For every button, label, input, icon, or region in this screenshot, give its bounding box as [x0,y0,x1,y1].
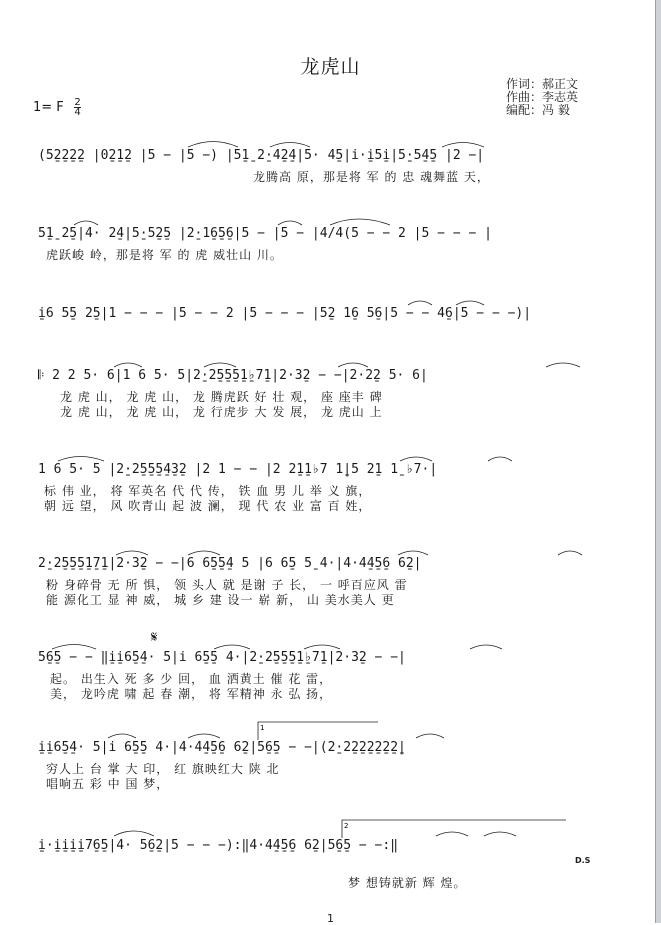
score-system-6 [38,556,586,607]
lyric-verse-1: 标 伟 业， 将 军英名 代 代 传， 铁 血 男 儿 举 义 旗， [44,484,372,498]
time-signature-top: 2 [74,97,81,108]
lyric-verse-1: 龙 虎 山， 龙 虎 山， 龙 腾虎跃 好 壮 观， 座 座丰 碑 [60,390,383,404]
lyric-verse-1: 虎跃峻 岭，那是将 军 的 虎 威壮山 川。 [46,248,283,262]
svg-text:2: 2 [344,822,349,830]
notation-line: 5̱6̱5 − − ‖i̱i̱6̱5̱4· 5|i 6̱5̱5 4·|2̱·2̱5̱5̱5̱1̱♭7̱1|2·3̱2 − −| [38,650,406,665]
lyric-verse-1: 梦 想铸就新 辉 煌。 [348,876,467,890]
lyric-verse-2: 唱响五 彩 中 国 梦， [46,777,170,791]
arranger-credit: 编配：冯 毅 [506,103,570,117]
score-system-2 [38,226,586,262]
score-system-9 [38,822,586,890]
credits-block [506,78,578,117]
lyric-verse-1: 粉 身碎骨 无 所 惧， 领 头人 就 是谢 子 长， 一 呼百应风 雷 [46,578,408,592]
time-signature-bottom: 4 [74,107,81,118]
dal-segno-mark: D.S [575,856,591,865]
score-system-8 [38,724,586,791]
lyric-verse-1: 龙腾高 原，那是将 军 的 忠 魂舞蓝 天， [253,170,490,184]
lyricist-credit: 作词：郝正文 [506,77,579,91]
lyric-verse-2: 朝 远 望， 风 吹青山 起 波 澜， 现 代 农 业 富 百 姓， [44,499,372,513]
notation-line: (5̱2̱2̱2̱2 |0̱2̱1̱2 |5 − |5 −) |5̱1̱ 2̱·4̱2̱4|5· 4̱5|i·i̱5̱i|5̱·5̱4̱5 |2 −| [38,148,485,163]
score-system-1 [38,148,586,184]
composer-credit: 作曲：李志英 [506,90,579,104]
lyric-verse-2: 龙 虎 山， 龙 虎 山， 龙 行虎步 大 发 展， 龙 虎山 上 [60,405,383,419]
notation-line: 2̱·2̱5̱5̱5̱1̱7̱1|2·3̱2 − −|6 6̱5̱5̱4 5 |6 6̱5 5̱ 4·|4·4̱4̱5̱6 6̱2| [38,556,422,571]
lyric-verse-2: 能 源化工 显 神 威， 城 乡 建 设一 崭 新， 山 美水美人 更 [46,593,395,607]
time-signature [74,98,81,117]
svg-text:1: 1 [260,724,265,732]
lyric-verse-1: 起。 出生入 死 多 少 回， 血 洒黄土 催 花 雷， [50,672,333,686]
score-system-4 [38,368,586,419]
score-system-3 [38,306,586,336]
notation-line: i̱·i̱i̱i̱i̱7̱6̱5|4· 5̱6̱2|5 − − −):‖4·4̱4̱5̱6 6̱2|5̱6̱5 − −:‖ [38,838,399,853]
lyric-verse-2: 美， 龙吟虎 啸 起 春 潮， 将 军精神 永 弘 扬， [50,687,333,701]
score-system-7 [38,650,586,701]
segno-sign: 𝄋 [151,628,158,646]
notation-line: 𝄆 2 2 5· 6|1 6 5· 5|2̱·2̱5̱5̱5̱1̱♭7̱1|2·3̱2 − −|2·2̱2 5· 6| [38,368,428,383]
volta-bracket [38,720,586,742]
notation-line: i̱6 5̱5 2̱5|1 − − − |5 − − 2 |5 − − − |5̱2 1̱6 5̱6|5 − − 4̱6|5 − − −)| [38,306,532,321]
notation-line: 1 6 5· 5 |2̱·2̱5̱5̱5̱4̱3̱2 |2 1 − − |2 2̱1̱1♭7 1̱|5 2̱1 1̱ ♭7·| [38,462,438,477]
volta-bracket [38,816,586,840]
song-title: 龙虎山 [300,56,361,78]
page-number: 1 [327,912,334,925]
key-signature: 1= F [33,100,64,115]
notation-line: 5̱1̱ 2̱5|4· 2̱4|5̱·5̱2̱5 |2̱·1̱6̱5̱6|5 − |5 − |4/4(5 − − 2 |5 − − − | [38,226,492,241]
lyric-verse-1: 穷人上 台 掌 大 印， 红 旗映红大 陕 北 [46,762,280,776]
notation-line: i̱i̱6̱5̱4· 5|i 6̱5̱5 4·|4·4̱4̱5̱6 6̱2|5̱6̱5 − −|(2̱·2̱2̱2̱2̱2̱2̱2̱| [38,740,406,755]
score-system-5 [38,462,586,513]
window-edge [655,0,661,923]
